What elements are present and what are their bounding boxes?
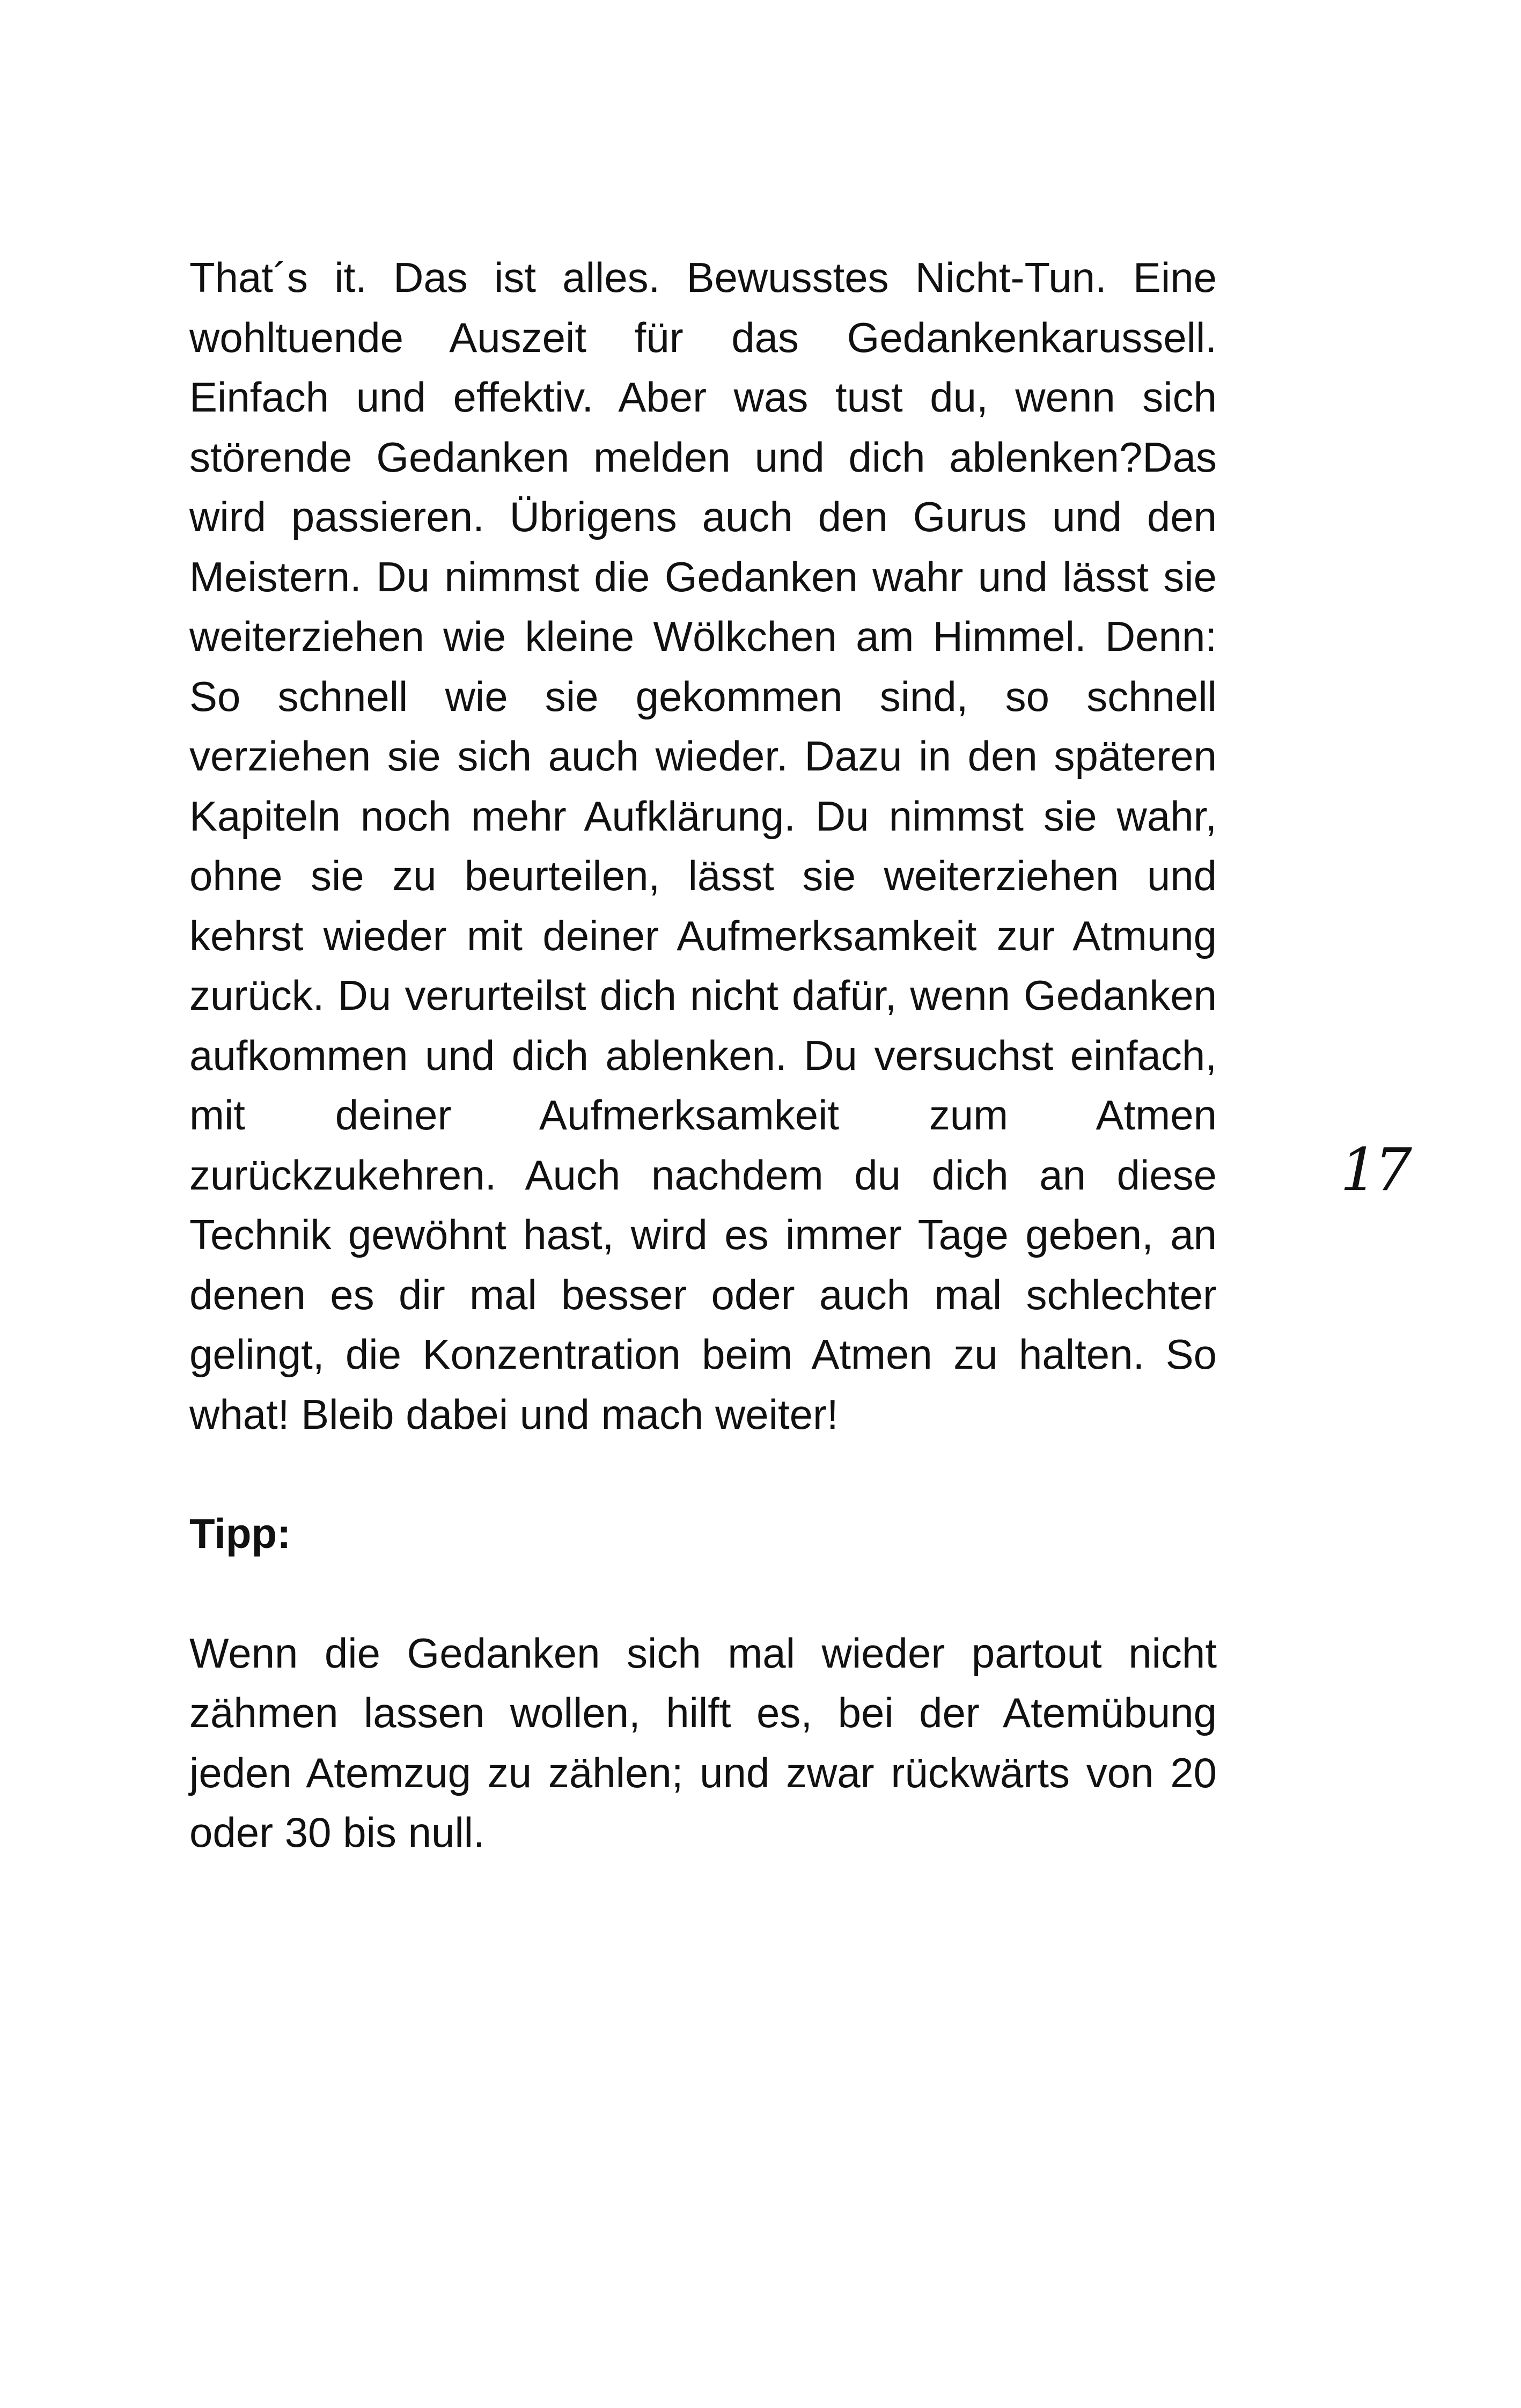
tip-heading: Tipp:: [189, 1510, 291, 1557]
page-content: [189, 248, 1217, 1863]
main-paragraph: That´s it. Das ist alles. Bewusstes Nicht-Tun. Eine wohltuende Auszeit für das Gedankenkarussell. Einfach und effektiv. Aber was tust du, wenn sich störende Gedanken melden und dich ablenken?Das wird passieren. Übrigens auch den Gurus und den Meistern. Du nimmst die Gedanken wahr und lässt sie weiterziehen wie kleine Wölkchen am Himmel. Denn: So schnell wie sie gekommen sind, so schnell verziehen sie sich auch wieder. Dazu in den späteren Kapiteln noch mehr Aufklärung. Du nimmst sie wahr, ohne sie zu beurteilen, lässt sie weiterziehen und kehrst wieder mit deiner Aufmerksamkeit zur Atmung zurück. Du verurteilst dich nicht dafür, wenn Gedanken aufkommen und dich ablenken. Du versuchst einfach, mit deiner Aufmerksamkeit zum Atmen zurückzukehren. Auch nachdem du dich an diese Technik gewöhnt hast, wird es immer Tage geben, an denen es dir mal besser oder auch mal schlechter gelingt, die Konzentration beim Atmen zu halten. So what! Bleib dabei und mach weiter!: [189, 254, 1217, 1438]
page-number: 17: [1340, 1135, 1409, 1204]
tip-paragraph: Wenn die Gedanken sich mal wieder partout nicht zähmen lassen wollen, hilft es, bei der Atemübung jeden Atemzug zu zählen; und zwar rückwärts von 20 oder 30 bis null.: [189, 1629, 1217, 1856]
